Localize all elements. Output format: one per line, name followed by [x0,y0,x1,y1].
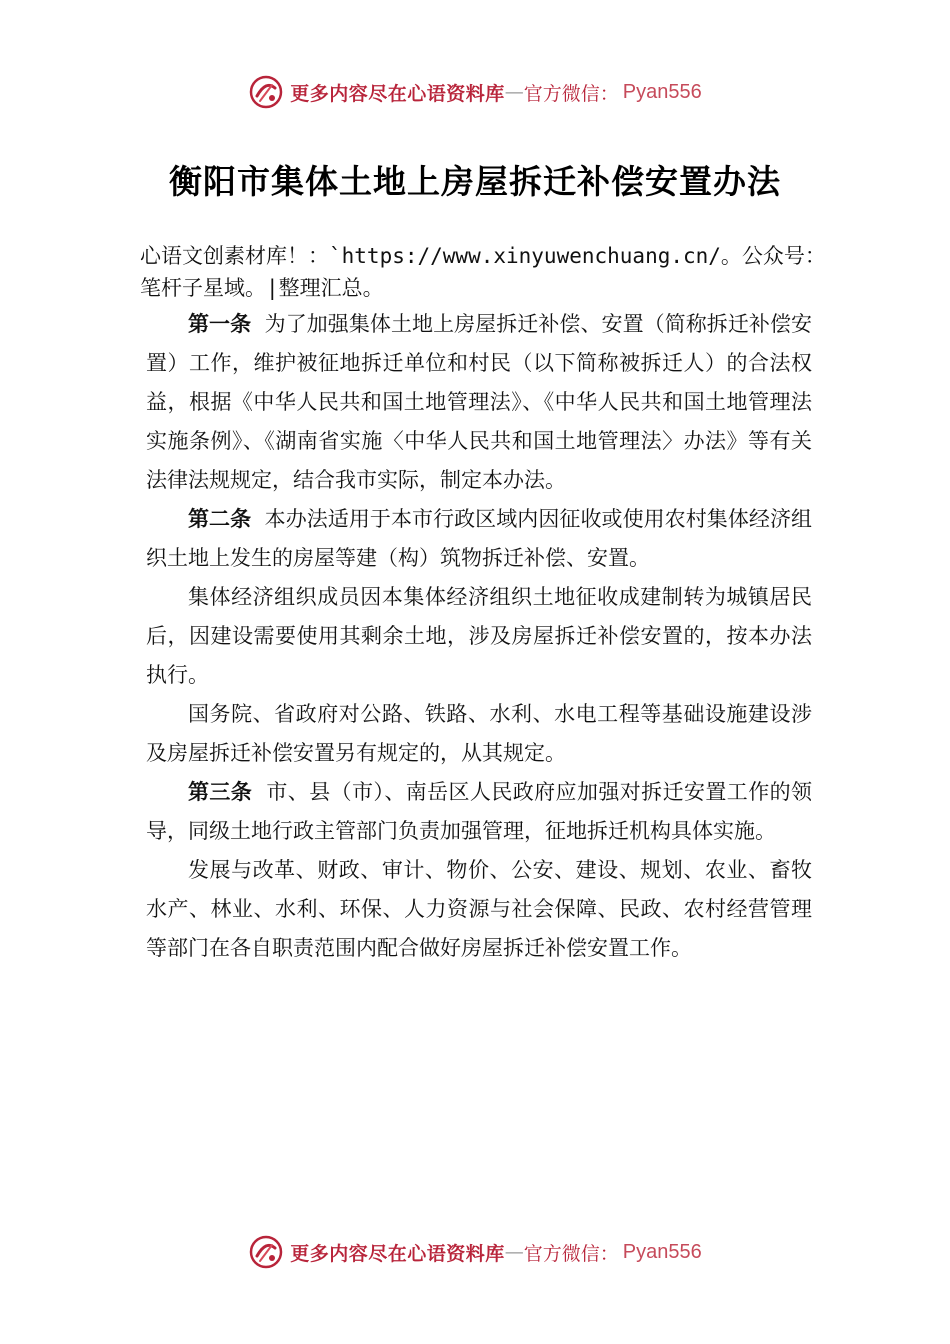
banner-dash: — [504,1241,524,1263]
paragraph-text: 本办法适用于本市行政区域内因征收或使用农村集体经济组织土地上发生的房屋等建（构）筑物拆迁补偿、安置。 [146,507,813,570]
header-banner [0,70,950,114]
logo-icon [248,74,284,110]
banner-main-text: 更多内容尽在心语资料库 [290,82,505,105]
paragraph-text: 集体经济组织成员因本集体经济组织土地征收成建制转为城镇居民后，因建设需要使用其剩余土地，涉及房屋拆迁补偿安置的，按本办法执行。 [146,585,812,687]
source-note: 心语文创素材库！：`https://www.xinyuwenchuang.cn/。公众号：笔杆子星域。|整理汇总。 [140,244,826,300]
document-body [146,305,812,968]
banner-wechat-label: 官方微信： [523,82,619,105]
banner-dash: — [504,81,524,103]
article-label: 第二条 [188,507,252,531]
document-title: 衡阳市集体土地上房屋拆迁补偿安置办法 [169,162,781,201]
paragraph [146,500,812,578]
paragraph-text: 国务院、省政府对公路、铁路、水利、水电工程等基础设施建设涉及房屋拆迁补偿安置另有规定的，从其规定。 [146,702,812,765]
banner-wechat-label: 官方微信： [523,1242,619,1265]
paragraph [146,695,812,773]
paragraph [146,305,812,500]
paragraph [146,578,812,695]
paragraph [146,773,812,851]
paragraph [146,851,812,968]
logo-icon [248,1234,284,1270]
footer-banner [0,1230,950,1274]
banner-main-text: 更多内容尽在心语资料库 [290,1242,505,1265]
paragraph-text: 市、县（市）、南岳区人民政府应加强对拆迁安置工作的领导，同级土地行政主管部门负责加强管理，征地拆迁机构具体实施。 [146,780,813,843]
article-label: 第三条 [188,780,253,804]
banner-account: Pyan556 [622,80,702,103]
article-label: 第一条 [188,312,252,336]
paragraph-text: 发展与改革、财政、审计、物价、公安、建设、规划、农业、畜牧水产、林业、水利、环保、人力资源与社会保障、民政、农村经营管理等部门在各自职责范围内配合做好房屋拆迁补偿安置工作。 [146,858,812,960]
banner-account: Pyan556 [622,1240,702,1263]
paragraph-text: 为了加强集体土地上房屋拆迁补偿、安置（简称拆迁补偿安置）工作，维护被征地拆迁单位和村民（以下简称被拆迁人）的合法权益，根据《中华人民共和国土地管理法》、《中华人民共和国土地管理法实施条例》、《湖南省实施〈中华人民共和国土地管理法〉办法》等有关法律法规规定，结合我市实际，制定本办法。 [146,312,813,492]
